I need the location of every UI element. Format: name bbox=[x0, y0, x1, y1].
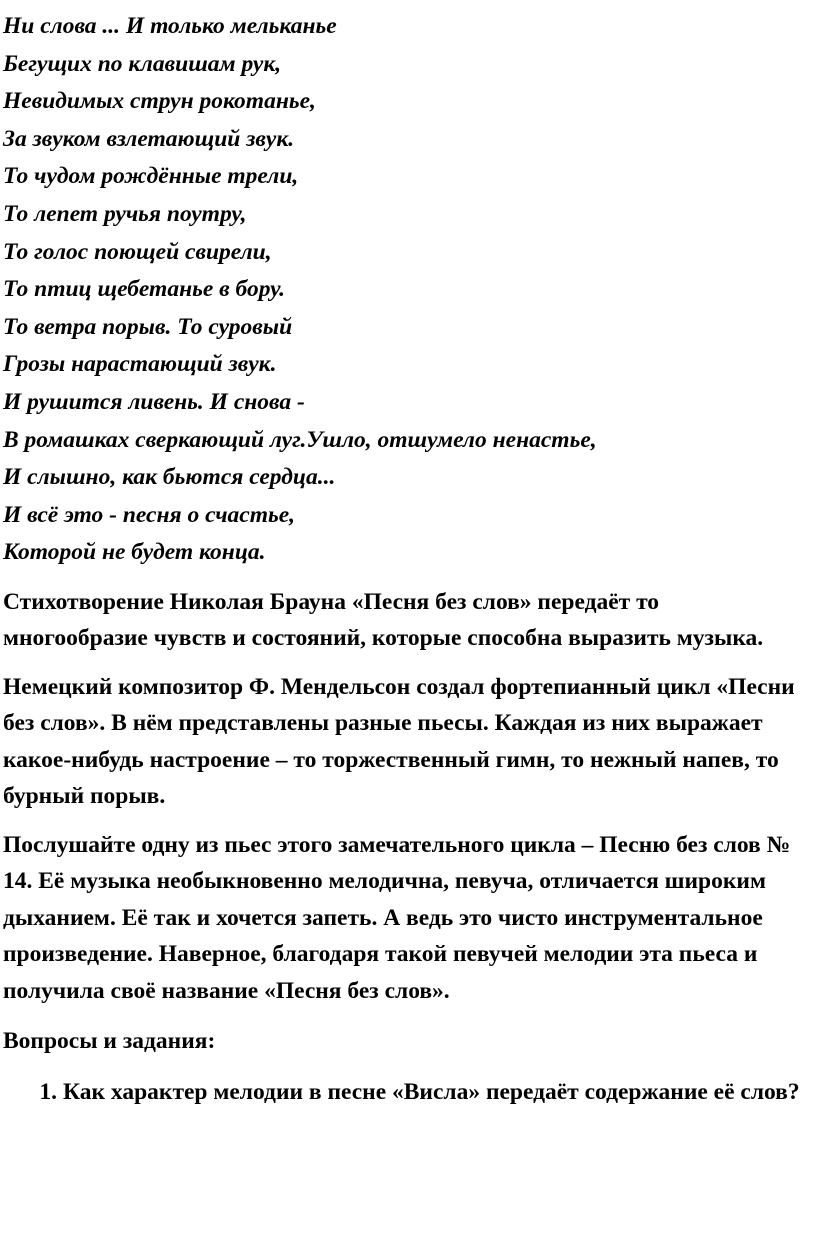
poem-line: Бегущих по клавишам рук, bbox=[3, 50, 282, 77]
poem-line: Грозы нарастающий звук. bbox=[3, 351, 277, 378]
paragraph-song-14: Послушайте одну из пьес этого замечательного цикла – Песню без слов № 14. Её музыка необыкновенно мелодична, певуча, отличается широким дыханием. Её так и хочется запеть. А ведь это чисто инструментальное произведение. Наверное, благодаря такой певучей мелодии эта пьеса и получила своё название «Песня без слов». bbox=[3, 831, 791, 1004]
poem-line: То лепет ручья поутру, bbox=[3, 200, 247, 227]
poem-line: Ни слова ... И только мельканье bbox=[3, 13, 337, 39]
poem-line: То чудом рождённые трели, bbox=[3, 163, 299, 190]
poem-line: И рушится ливень. И снова - bbox=[3, 388, 305, 415]
poem-line: Которой не будет конца. bbox=[3, 539, 266, 566]
poem-line: В ромашках сверкающий луг.Ушло, отшумело ненастье, bbox=[3, 426, 597, 453]
poem-line: То птиц щебетанье в бору. bbox=[3, 276, 285, 303]
poem-line: То голос поющей свирели, bbox=[3, 238, 272, 265]
question-text: Как характер мелодии в песне «Висла» передаёт содержание её слов? bbox=[63, 1078, 800, 1105]
poem-line: Невидимых струн рокотанье, bbox=[3, 88, 316, 115]
poem-line: За звуком взлетающий звук. bbox=[3, 125, 295, 152]
list-item bbox=[3, 1074, 806, 1111]
poem-line: И слышно, как бьются сердца... bbox=[3, 464, 336, 491]
questions-list bbox=[3, 1074, 806, 1111]
paragraph-mendelssohn-cycle: Немецкий композитор Ф. Мендельсон создал фортепианный цикл «Песни без слов». В нём представлены разные пьесы. Каждая из них выражает какое-нибудь настроение – то торжественный гимн, то нежный напев, то бурный порыв. bbox=[3, 673, 795, 810]
paragraph-poem-description: Стихотворение Николая Брауна «Песня без слов» передаёт то многообразие чувств и состояний, которые способна выразить музыка. bbox=[3, 588, 764, 652]
poem-line: И всё это - песня о счастье, bbox=[3, 501, 296, 528]
questions-heading: Вопросы и задания: bbox=[3, 1028, 216, 1055]
poem-line: То ветра порыв. То суровый bbox=[3, 313, 293, 340]
question-number: 1. bbox=[39, 1078, 57, 1105]
poem bbox=[3, 8, 806, 572]
